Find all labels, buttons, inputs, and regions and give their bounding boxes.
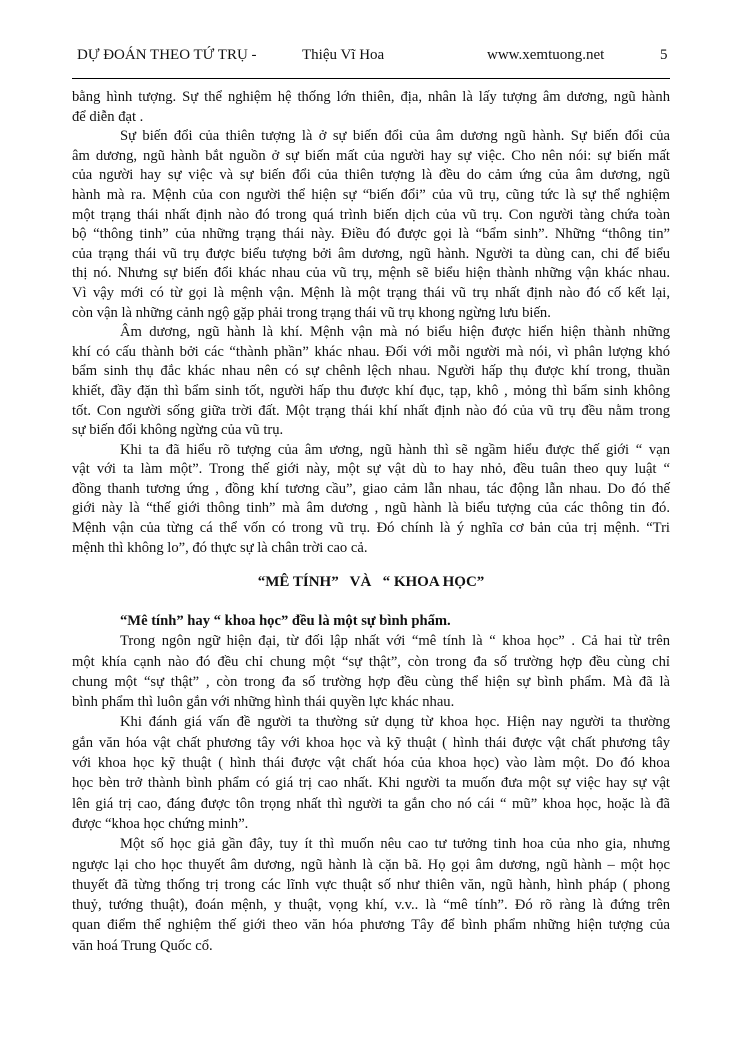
paragraph (72, 441, 670, 559)
text-line: thuyết đã từng thống trị trong các lĩnh vực thuật số như thiên văn, ngũ hành, hình pháp ( phong (72, 876, 670, 893)
paragraph (72, 834, 670, 956)
text-line: Khi đánh giá vấn đề người ta thường sử dụng từ khoa học. Hiện nay người ta thường (120, 714, 670, 731)
text-line: khiết, đầy đặn thì bẩm sinh tốt, người hấp thu được khí đục, tạp, khô , mỏng thì bẩm sinh không (72, 382, 670, 399)
text-line: còn vận là những cảnh ngộ gặp phải trong trạng thái vũ trụ khong ngừng lưu biến. (72, 304, 551, 321)
text-line: vật với ta làm một”. Trong thế giới này, một sự vật dù to hay nhỏ, đều tuân theo quy luật “ (72, 461, 670, 478)
text-line: Vì vậy mới có từ gọi là mệnh vận. Mệnh là một trạng thái vũ trụ nhất định nào đó cố kết lại, (72, 284, 670, 301)
text-line: ngược lại cho học thuyết âm dương, ngũ hành là cặn bã. Họ gọi âm dương, ngũ hành – một học (72, 856, 670, 873)
header-divider (72, 78, 670, 79)
text-line: bình phẩm thì luôn gắn với những hình thái quyền lực khác nhau. (72, 694, 455, 711)
text-line: để diễn đạt . (72, 108, 144, 125)
text-line: chung một “sự thật” , còn trong đa số trường hợp đều cùng thể hiện sự bình phẩm. Mà đã là (72, 673, 670, 690)
text-line: âm dương, ngũ hành bắt nguồn ở sự biến mất của người hay sự việc. Cho nên nói: sự biến mất (72, 147, 670, 164)
section-body-1 (72, 88, 670, 558)
text-line: Âm dương, ngũ hành là khí. Mệnh vận mà nó biểu hiện được hiển hiện thành những (120, 324, 670, 341)
text-line: lên giá trị cao, đáng được tôn trọng nhất thì người ta gắn cho nó cái “ mũ” khoa học, hoặc là đã (72, 795, 670, 812)
text-line: Một số học giả gần đây, tuy ít thì muốn nêu cao tư tưởng tinh hoa của nho gia, nhưng (120, 836, 670, 853)
section-body-2 (72, 611, 670, 956)
text-line: của trạng thái vũ trụ được biểu tượng bởi âm dương, ngũ hành. Người ta dùng can, chi để biểu (72, 245, 670, 262)
text-line: bẩm sinh thụ đắc khác nhau nên có sự chênh lệch nhau. Người hấp thụ được khí trong, thuần (72, 363, 670, 380)
section-heading: “MÊ TÍNH” VÀ “ KHOA HỌC” (257, 574, 485, 590)
text-line: học bèn trở thành bình phẩm có giá trị cao nhất. Khi người ta muốn đưa một sự việc hay sự vật (72, 775, 670, 792)
paragraph (72, 631, 670, 712)
text-line: Khi ta đã hiểu rõ tượng của âm ương, ngũ hành thì sẽ ngầm hiểu được thế giới “ vạn (120, 441, 670, 458)
text-line: văn hoá Trung Quốc cổ. (72, 937, 213, 954)
text-line: Mệnh vận của từng cá thể vốn có trong vũ trụ. Đó chính là ý nghĩa cơ bản của trị mệnh. “Tri (72, 520, 670, 537)
text-line: được “khoa học chứng minh”. (72, 815, 249, 832)
subheading: “Mê tính” hay “ khoa học” đều là một sự bình phẩm. (120, 613, 451, 629)
paragraph (72, 88, 670, 127)
text-line: quan điểm thể nghiệm thế giới theo văn hóa phương Tây để bình phẩm những hiện tượng của (72, 917, 670, 934)
website-link[interactable]: www.xemtuong.net (487, 47, 605, 63)
text-line: sự biến đổi không ngừng của vũ trụ. (72, 422, 284, 439)
text-line: gắn văn hóa vật chất phương tây với khoa học và kỹ thuật ( hình thái được vật chất phương tây (72, 734, 670, 751)
text-line: Trong ngôn ngữ hiện đại, từ đối lập nhất với “mê tính là “ khoa học” . Cả hai từ trên (120, 633, 670, 650)
text-line: Sự biến đổi của thiên tượng là ở sự biến đổi của âm dương ngũ hành. Sự biến đổi của (120, 128, 670, 145)
text-line: khí có cấu thành bởi các “thành phần” khác nhau. Đối với mỗi người mà nói, vì phân lượng khó (72, 343, 670, 360)
text-line: thuỷ, tướng thuật), đoán mệnh, y thuật, vọng khí, v.v.. là “mê tính”. Đó rõ ràng là đứng trên (72, 897, 670, 914)
text-line: giới này là “thế giới thông tinh” mà âm dương , ngũ hành là biểu tượng của các thông tin đó. (72, 500, 670, 517)
text-line: thị nó. Nhưng sự biến đổi khác nhau của vũ trụ, mệnh sẽ biểu hiện thành những vận khác nhau. (72, 265, 670, 282)
text-line: đồng thanh tương ứng , đồng khí tương cầu”, giao cảm lẫn nhau, tác động lẫn nhau. Do đó thế (72, 480, 670, 497)
text-line: bằng hình tượng. Sự thể nghiệm hệ thống lớn thiên, địa, nhân là lấy tượng âm dương, ngũ hành (72, 89, 670, 105)
section-2-paragraphs (72, 631, 670, 956)
text-line: tốt. Con người sống giữa trời đất. Một trạng thái khí nhất định nào đó của vũ trụ đều nằm trong (72, 402, 670, 419)
text-line: bộ “thông tinh” của những trạng thái này. Điều đó được gọi là “bẩm sinh”. Những “thông tin” (72, 226, 670, 243)
text-line: mệnh thì không lo”, đó thực sự là chân trời cao cả. (72, 539, 368, 556)
paragraph (72, 712, 670, 834)
text-line: một trạng thái nhất định nào đó trong quá trình biến dịch của vũ trụ. Con người tàng chứa toàn (72, 206, 670, 223)
page-number: 5 (660, 47, 668, 63)
text-line: một khía cạnh nào đó đều chỉ chung một “sự thật”, còn trong đa số trường hợp đều cùng chỉ (72, 653, 670, 670)
text-line: với khoa học kỹ thuật ( hình thái được vật chất hóa của khoa học) vào làm một. Do đó khoa (72, 755, 670, 772)
book-title: DỰ ĐOÁN THEO TỨ TRỤ - (77, 47, 257, 63)
text-line: hành mà ra. Mệnh của con người thể hiện sự “biến đổi” của vũ trụ, cũng tức là sự thể nghiệm (72, 186, 670, 203)
paragraph (72, 323, 670, 441)
text-line: của người hay sự việc và sự biến đổi của thiên tượng là đều do cảm ứng của âm dương, ngũ (72, 167, 670, 184)
author-name: Thiệu Vĩ Hoa (302, 47, 385, 63)
paragraph (72, 127, 670, 323)
